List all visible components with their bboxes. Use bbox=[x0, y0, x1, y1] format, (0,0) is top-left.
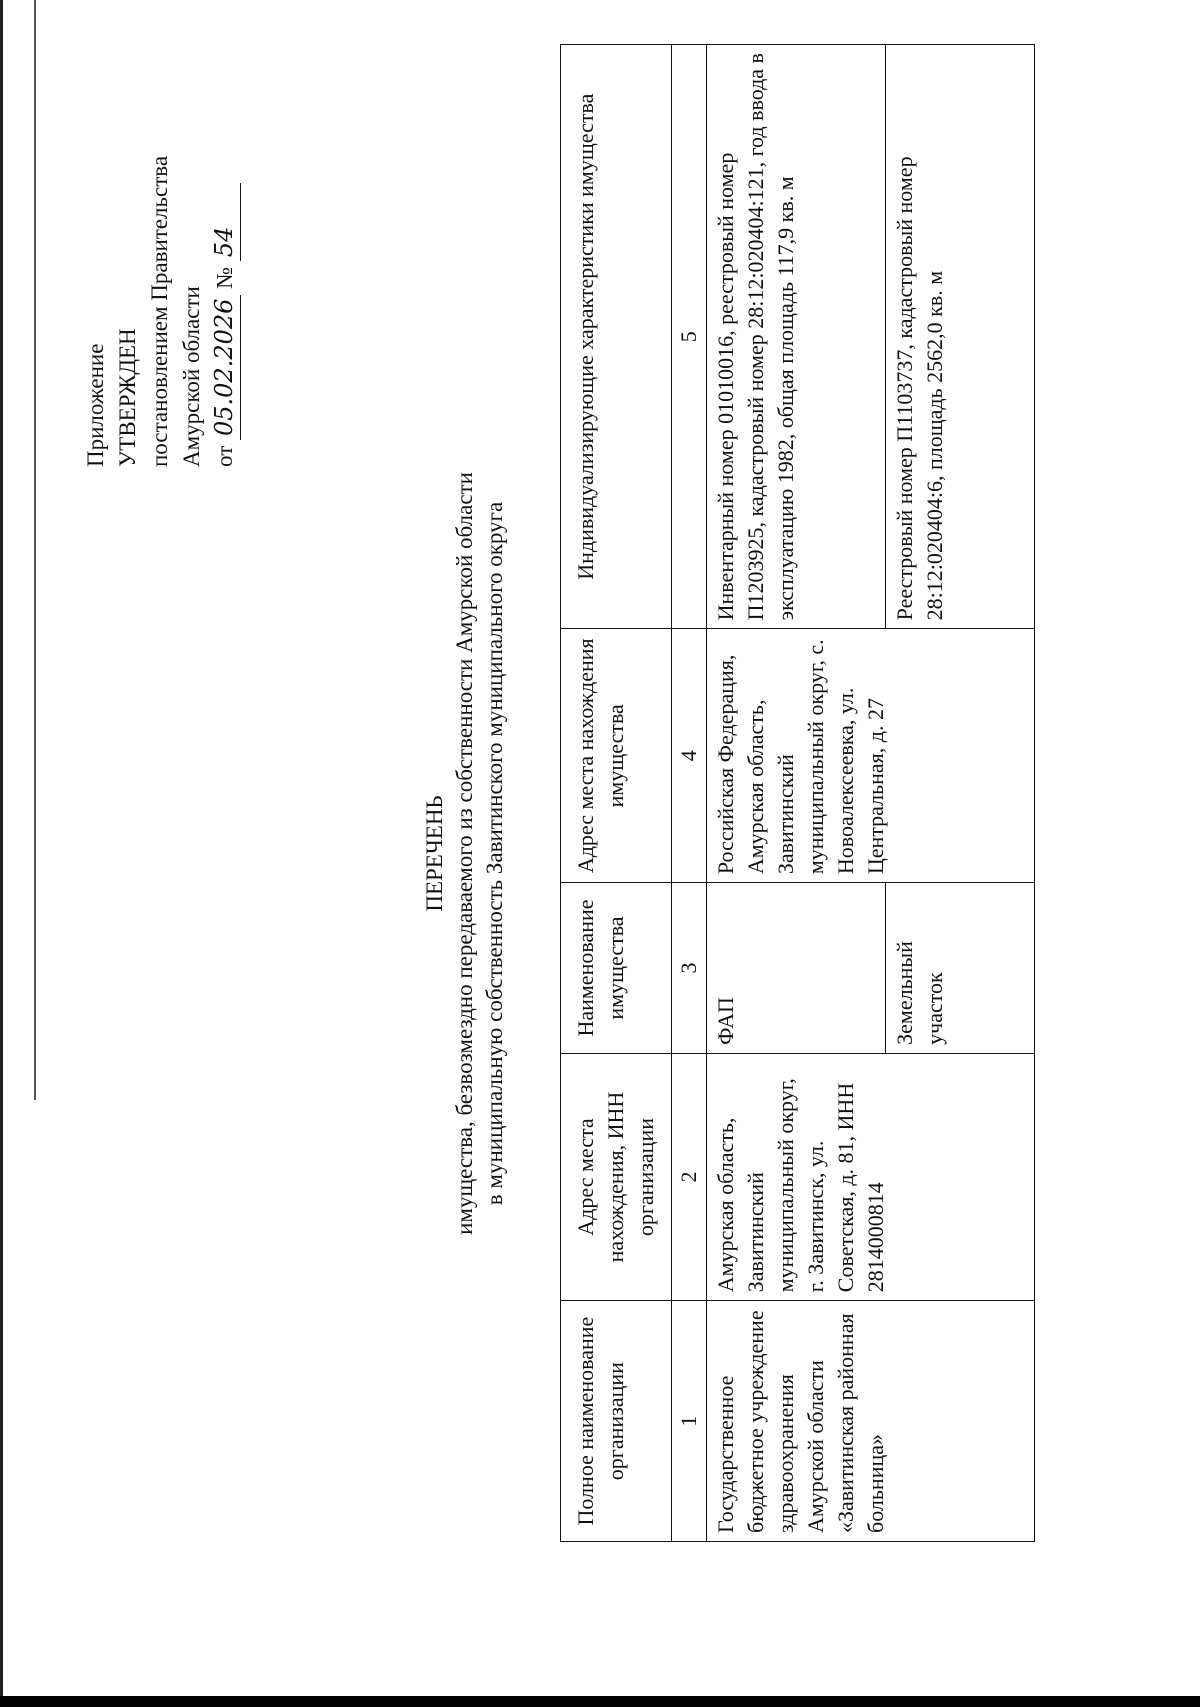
column-number: 2 bbox=[672, 1053, 707, 1300]
date-prefix: от bbox=[212, 445, 237, 467]
table-row bbox=[707, 45, 886, 1542]
document-subtitle-line-1: имущества, безвозмездно передаваемого из собственности Амурской области bbox=[452, 472, 477, 1235]
document-subtitle-line-2: в муниципальную собственность Завитинского муниципального округа bbox=[482, 501, 507, 1206]
cell-org-name: Государственное бюджетное учреждение здравоохранения Амурской области «Завитинская районная больница» bbox=[707, 1301, 1035, 1542]
table-column-number-row bbox=[672, 45, 707, 1542]
number-prefix: № bbox=[212, 266, 237, 289]
handwritten-number: 54 bbox=[208, 183, 241, 261]
approval-appendix-label: Приложение bbox=[83, 343, 108, 467]
column-number: 1 bbox=[672, 1301, 707, 1542]
approval-date-line bbox=[208, 156, 241, 467]
document-title: ПЕРЕЧЕНЬ bbox=[422, 795, 447, 912]
cell-property-name: Земельный участок bbox=[886, 883, 1035, 1054]
cell-org-address: Амурская область, Завитинский муниципальный округ, г. Завитинск, ул. Советская, д. 81, ИНН 2814000814 bbox=[707, 1053, 1035, 1300]
cell-characteristics: Инвентарный номер 01010016, реестровый номер П1203925, кадастровый номер 28:12:020404:121, год ввода в эксплуатацию 1982, общая площадь 117,9 кв. м bbox=[707, 45, 886, 629]
approval-region-label: Амурской области bbox=[179, 286, 204, 467]
table-header-row bbox=[561, 45, 672, 1542]
cell-characteristics: Реестровый номер П1103737, кадастровый номер 28:12:020404:6, площадь 2562,0 кв. м bbox=[886, 45, 1035, 629]
approval-approved-label: УТВЕРЖДЕН bbox=[115, 328, 140, 467]
header-property-name: Наименование имущества bbox=[561, 883, 672, 1054]
column-number: 4 bbox=[672, 629, 707, 883]
cell-property-name: ФАП bbox=[707, 883, 886, 1054]
handwritten-date: 05.02.2026 bbox=[208, 295, 241, 440]
column-number: 3 bbox=[672, 883, 707, 1054]
approval-block bbox=[80, 156, 241, 467]
document-title-block bbox=[420, 0, 510, 1707]
header-property-address: Адрес места нахождения имущества bbox=[561, 629, 672, 883]
header-characteristics: Индивидуализирующие характеристики имущества bbox=[561, 45, 672, 629]
column-number: 5 bbox=[672, 45, 707, 629]
header-org-name: Полное наименование организации bbox=[561, 1301, 672, 1542]
property-table bbox=[560, 44, 1035, 1542]
approval-resolution-label: постановлением Правительства bbox=[147, 155, 172, 467]
header-org-address: Адрес места нахождения, ИНН организации bbox=[561, 1053, 672, 1300]
cell-property-address: Российская Федерация, Амурская область, Завитинский муниципальный округ, с. Новоалексеевка, ул. Центральная, д. 27 bbox=[707, 629, 1035, 883]
